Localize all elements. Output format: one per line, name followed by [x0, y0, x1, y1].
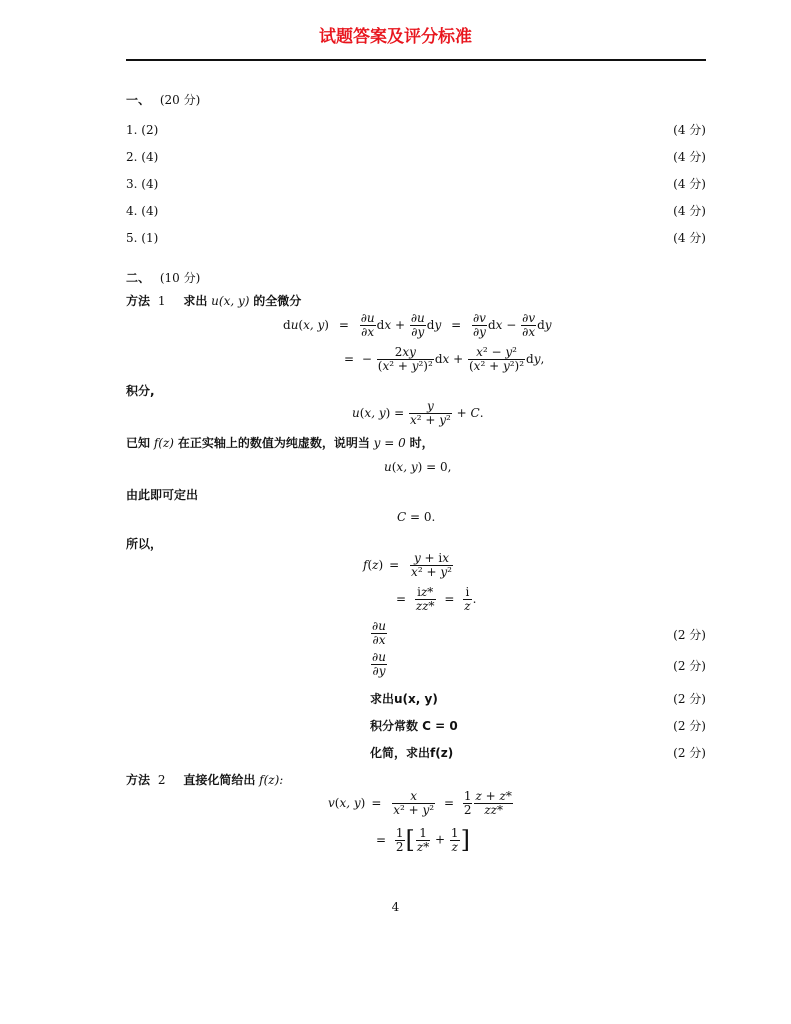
- answer-label: 5. (1): [126, 231, 159, 245]
- scoring-label: 积分常数 C = 0: [370, 719, 458, 733]
- section1-heading-score: (20 分): [159, 93, 201, 107]
- answer-score: (4 分): [673, 150, 706, 164]
- scoring-score: (2 分): [673, 659, 706, 673]
- scoring-label-du-dy: $\frac{\partial u}{\partial y}$: [372, 650, 386, 678]
- scoring-label: 求出u(x, y): [370, 692, 438, 706]
- so-text: 所以，: [126, 537, 163, 551]
- equation-u: u(x, y) = $\frac{y}{\text{x² + y²}}$ + C.: [352, 399, 484, 427]
- answer-score: (4 分): [673, 177, 706, 191]
- method1-line: [126, 293, 301, 309]
- scoring-score: (2 分): [673, 746, 706, 760]
- method1-number: 1: [157, 294, 166, 308]
- method1-text-c: 的全微分: [253, 294, 302, 308]
- known-text-c: 在正实轴上的数值为纯虚数，说明当: [177, 436, 370, 450]
- answer-label: 3. (4): [126, 177, 159, 191]
- section1-heading: [126, 92, 200, 108]
- answer-score: (4 分): [673, 231, 706, 245]
- method1-text-b: u(x, y): [211, 294, 250, 308]
- scoring-label: 化简，求出f(z): [370, 746, 454, 760]
- page-number: 4: [391, 900, 400, 914]
- known-line: [126, 435, 434, 451]
- method1-label: 方法: [126, 294, 151, 308]
- answer-score: (4 分): [673, 204, 706, 218]
- equation-c-zero: C = 0.: [397, 510, 436, 524]
- answer-label: 4. (4): [126, 204, 159, 218]
- scoring-score: (2 分): [673, 692, 706, 706]
- list-item: [126, 122, 706, 138]
- method2-label: 方法: [126, 773, 151, 787]
- integrate-text: 积分,: [126, 384, 155, 398]
- list-item: [126, 176, 706, 192]
- section2-heading-label: 二、: [126, 271, 151, 285]
- method1-text-a: 求出: [183, 294, 208, 308]
- answer-label: 1. (2): [126, 123, 159, 137]
- method2-text-b: f(z):: [259, 773, 284, 787]
- section2-heading: [126, 270, 200, 286]
- equation-f-line1: f(z) = $\frac{y + ix}{\text{x² + y²}}$: [363, 551, 452, 579]
- method2-number: 2: [157, 773, 166, 787]
- answer-label: 2. (4): [126, 150, 159, 164]
- equation-du-line1: du(x, y) = $\frac{\partial u}{\partial x}$ dx + $\frac{\partial u}{\partial y}$ dy = $\frac{\partial v}{\partial y}$ dx − $\frac{\partial v}{\partial x}$ dy: [283, 311, 552, 339]
- list-item: [126, 149, 706, 165]
- known-text-d: y = 0: [373, 436, 406, 450]
- method2-line: [126, 772, 283, 788]
- scoring-score: (2 分): [673, 719, 706, 733]
- scoring-label-du-dx: $\frac{\partial u}{\partial x}$: [372, 619, 386, 647]
- equation-du-line2: = − $\frac{2xy}{\text{(x² + y²)²}}$ dx + $\frac{\text{x² − y²}}{\text{(x² + y²)²}}$ dy,: [344, 345, 545, 373]
- method2-text-a: 直接化简给出: [183, 773, 256, 787]
- page-title: 试题答案及评分标准: [319, 27, 472, 47]
- scoring-score: (2 分): [673, 628, 706, 642]
- list-item: [126, 203, 706, 219]
- known-text-b: f(z): [153, 436, 174, 450]
- known-text-e: 时，: [409, 436, 434, 450]
- known-text-a: 已知: [126, 436, 151, 450]
- equation-v-line1: v(x, y) = $\frac{x}{\text{x² + y²}}$ = $\frac{1}{2}$ $\frac{z + z*}{zz*}$: [328, 789, 512, 817]
- equation-f-line2: = $\frac{iz*}{zz*}$ = $\frac{i}{z}$ .: [396, 585, 477, 613]
- section1-heading-label: 一、: [126, 93, 151, 107]
- equation-v-line2: = $\frac{1}{2}$ [ $\frac{1}{z*}$ + $\frac{1}{z}$ ]: [376, 825, 470, 854]
- list-item: [126, 230, 706, 246]
- equation-u-zero: u(x, y) = 0,: [384, 460, 452, 474]
- section2-heading-score: (10 分): [159, 271, 201, 285]
- answer-score: (4 分): [673, 123, 706, 137]
- determine-text: 由此即可定出: [126, 488, 199, 502]
- header-rule: [126, 59, 706, 61]
